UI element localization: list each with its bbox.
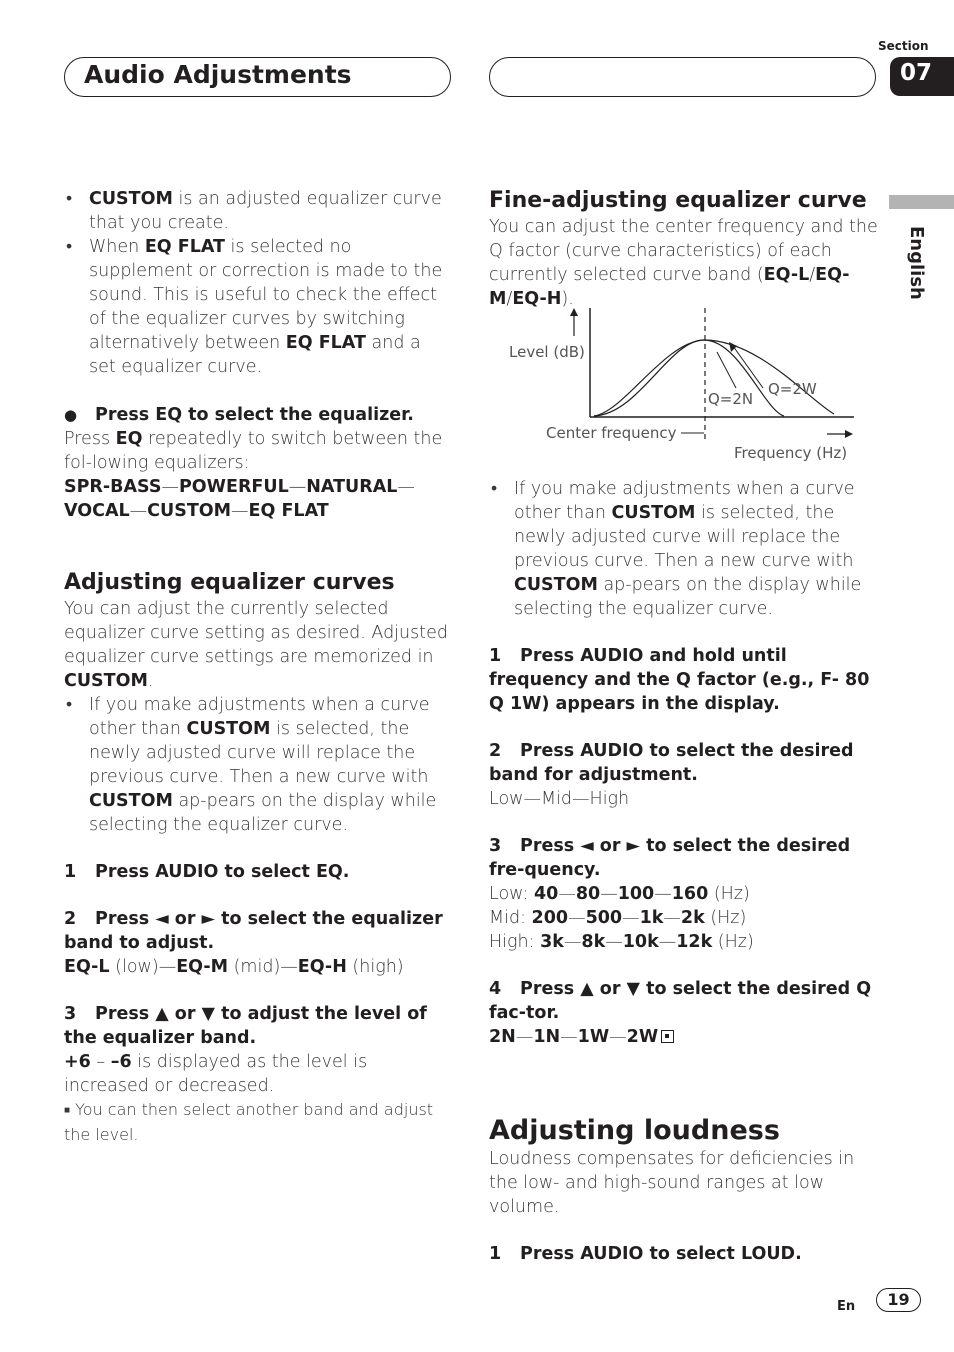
step-2: 2 Press ◄ or ► to select the equalizer band to adjust. xyxy=(64,909,443,953)
frequency-label: Frequency (Hz) xyxy=(734,444,848,462)
press-eq-text: Press EQ repeatedly to switch between the fol-lowing equalizers: xyxy=(64,429,443,473)
q-factor-values: 2N—1N—1W—2W xyxy=(489,1025,879,1049)
fine-step-2-values: Low—Mid—High xyxy=(489,789,630,809)
fine-step-2: 2 Press AUDIO to select the desired band for adjustment. xyxy=(489,741,854,785)
fine-step-4: 4 Press ▲ or ▼ to select the desired Q fac-tor. xyxy=(489,979,872,1023)
step-1: 1 Press AUDIO to select EQ. xyxy=(64,862,350,882)
frequency-mid: Mid: 200—500—1k—2k (Hz) xyxy=(489,908,747,928)
level-label: Level (dB) xyxy=(509,343,585,361)
heading-fine-adjusting: Fine-adjusting equalizer curve xyxy=(489,188,867,213)
press-eq-heading: ● Press EQ to select the equalizer. xyxy=(64,403,452,427)
step-3: 3 Press ▲ or ▼ to adjust the level of the equalizer band. xyxy=(64,1004,427,1048)
q-factor-diagram xyxy=(489,300,869,470)
step-3-note: ■ You can then select another band and adjust the level. xyxy=(64,1100,434,1144)
language-tab-bar xyxy=(889,195,954,209)
left-column xyxy=(64,187,452,1147)
frequency-arrow-head xyxy=(845,430,853,438)
step-2-values: EQ-L (low)—EQ-M (mid)—EQ-H (high) xyxy=(64,957,404,977)
bullet-custom-replace: • If you make adjustments when a curve other than CUSTOM is selected, the newly adjusted curve will replace the previous curve. Then a new curve with CUSTOM ap-pears on the display while selecting the equalizer curve. xyxy=(64,693,452,837)
q2n-label: Q=2N xyxy=(708,390,754,408)
q2w-pointer xyxy=(733,346,763,388)
right-column-lower xyxy=(489,477,879,1266)
q2n-pointer xyxy=(717,352,736,388)
frequency-high: High: 3k—8k—10k—12k (Hz) xyxy=(489,932,754,952)
fine-intro: You can adjust the center frequency and the Q factor (curve characteristics) of each currently selected curve band (EQ-L/EQ-M/EQ-H). xyxy=(489,217,878,309)
footer-language: En xyxy=(837,1299,856,1314)
step-3-text: +6 – –6 is displayed as the level is increased or decreased. xyxy=(64,1052,368,1096)
equalizer-sequence: SPR-BASS—POWERFUL—NATURAL— VOCAL—CUSTOM—EQ FLAT xyxy=(64,477,415,521)
q2w-label: Q=2W xyxy=(768,380,817,398)
fine-step-1: 1 Press AUDIO and hold until frequency and the Q factor (e.g., F- 80 Q 1W) appears in the display. xyxy=(489,646,870,714)
bullet-eq-flat: • When EQ FLAT is selected no supplement or correction is made to the sound. This is useful to check the effect of the equalizer curves by switching alternatively between EQ FLAT and a set equalizer curve. xyxy=(64,235,452,379)
level-arrow-head xyxy=(570,308,578,316)
loudness-intro: Loudness compensates for deficiencies in the low- and high-sound ranges at low volume. xyxy=(489,1149,855,1217)
header-blank-frame xyxy=(489,57,876,97)
heading-adjusting-loudness: Adjusting loudness xyxy=(489,1115,780,1146)
end-mark-icon xyxy=(661,1030,674,1043)
right-column xyxy=(489,187,879,311)
center-frequency-label: Center frequency xyxy=(546,424,677,442)
frequency-low: Low: 40—80—100—160 (Hz) xyxy=(489,884,750,904)
fine-step-3: 3 Press ◄ or ► to select the desired fre-quency. xyxy=(489,836,851,880)
bullet-custom: • CUSTOM is an adjusted equalizer curve that you create. xyxy=(64,187,452,235)
language-tab-label: English xyxy=(906,226,927,300)
adjust-intro: You can adjust the currently selected equalizer curve setting as desired. Adjusted equalizer curve settings are memorized in CUSTOM. xyxy=(64,599,448,691)
loudness-step-1: 1 Press AUDIO to select LOUD. xyxy=(489,1244,802,1264)
heading-adjusting-equalizer-curves: Adjusting equalizer curves xyxy=(64,570,395,595)
section-number: 07 xyxy=(890,57,954,96)
page-title: Audio Adjustments xyxy=(84,60,352,89)
bullet-custom-replace-right: • If you make adjustments when a curve other than CUSTOM is selected, the newly adjusted curve will replace the previous curve. Then a new curve with CUSTOM ap-pears on the display while selecting the equalizer curve. xyxy=(489,477,879,621)
page-number: 19 xyxy=(876,1288,921,1312)
section-label: Section xyxy=(878,39,929,53)
